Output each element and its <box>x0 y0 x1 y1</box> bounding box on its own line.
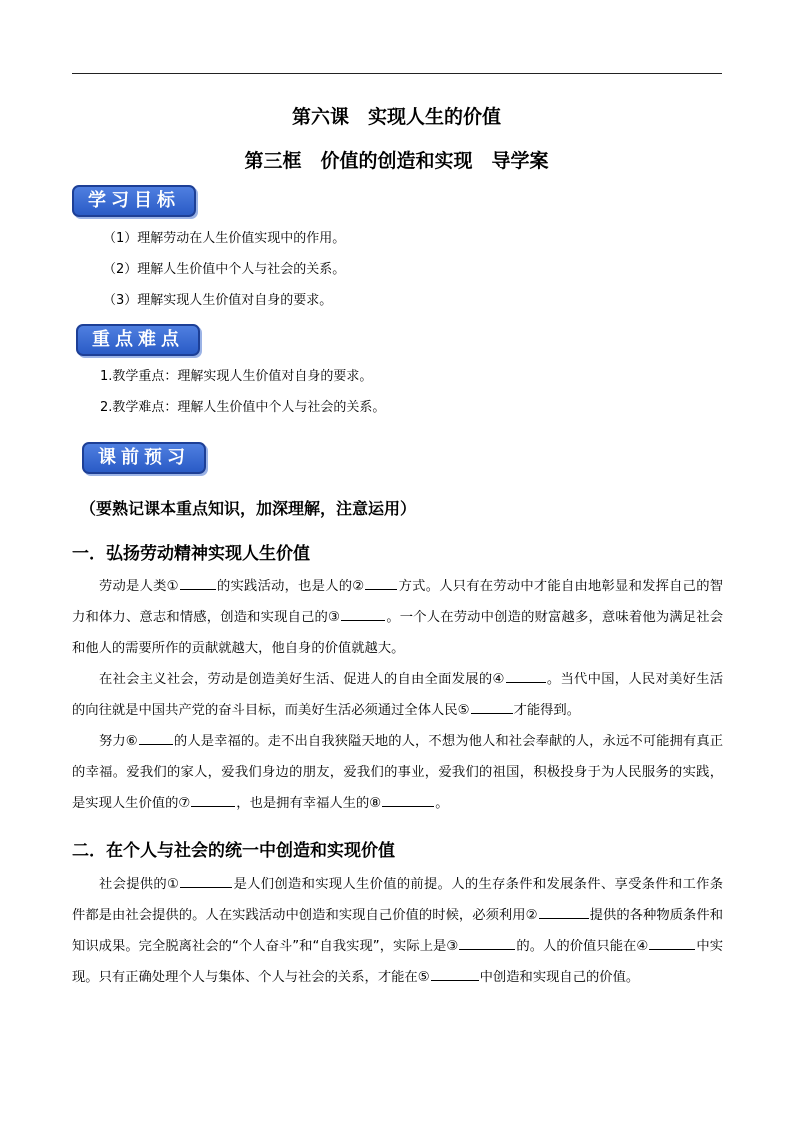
section1-paragraph: 劳动是人类① 的实践活动，也是人的② 方式。人只有在劳动中才能自由地彰显和发挥自己的智力和体力、意志和情感，创造和实现自己的③ 。一个人在劳动中创造的财富越多，意味着他为满足社会和他人的需要所作的贡献就越大，他自身的价值就越大。 <box>72 571 723 664</box>
fill-blank[interactable]: ⑥ <box>126 734 174 749</box>
fill-blank[interactable]: ④ <box>492 672 546 687</box>
preview-note: （要熟记课本重点知识，加深理解，注意运用） <box>80 499 417 518</box>
fill-blank[interactable]: ① <box>167 877 233 892</box>
header-rule <box>72 73 722 74</box>
objective-item: （1）理解劳动在人生价值实现中的作用。 <box>103 231 346 246</box>
objective-item: （2）理解人生价值中个人与社会的关系。 <box>103 262 346 277</box>
objectives-badge: 学习目标 <box>72 185 196 217</box>
fill-blank[interactable]: ③ <box>446 939 516 954</box>
section1-heading: 一．弘扬劳动精神实现人生价值 <box>72 544 310 564</box>
fill-blank[interactable]: ⑤ <box>458 703 514 718</box>
lesson-title: 第六课 实现人生的价值 <box>291 106 501 128</box>
section1-paragraph: 在社会主义社会，劳动是创造美好生活、促进人的自由全面发展的④ 。当代中国，人民对美好生活的向往就是中国共产党的奋斗目标，而美好生活必须通过全体人民⑤ 才能得到。 <box>72 664 723 726</box>
fill-blank[interactable]: ③ <box>328 610 386 625</box>
preview-badge: 课前预习 <box>82 442 206 474</box>
section1-paragraph: 努力⑥ 的人是幸福的。走不出自我狭隘天地的人，不想为他人和社会奉献的人，永远不可能拥有真正的幸福。爱我们的家人，爱我们身边的朋友，爱我们的事业，爱我们的祖国，积极投身于为人民服务的实践，是实现人生价值的⑦ ，也是拥有幸福人生的⑧ 。 <box>72 726 723 819</box>
fill-blank[interactable]: ② <box>352 579 398 594</box>
fill-blank[interactable]: ⑦ <box>178 796 236 811</box>
fill-blank[interactable]: ② <box>526 908 590 923</box>
section2-paragraph: 社会提供的① 是人们创造和实现人生价值的前提。人的生存条件和发展条件、享受条件和工作条件都是由社会提供的。人在实践活动中创造和实现自己价值的时候，必须利用② 提供的各种物质条件和知识成果。完全脱离社会的“个人奋斗”和“自我实现”，实际上是③ 的。人的价值只能在④ 中实现。只有正确处理个人与集体、个人与社会的关系，才能在⑤ 中创造和实现自己的价值。 <box>72 869 723 993</box>
key-point-item: 2.教学难点：理解人生价值中个人与社会的关系。 <box>100 400 386 415</box>
key-point-item: 1.教学重点：理解实现人生价值对自身的要求。 <box>100 369 373 384</box>
fill-blank[interactable]: ① <box>167 579 217 594</box>
lesson-subtitle: 第三框 价值的创造和实现 导学案 <box>244 150 549 172</box>
key-points-badge: 重点难点 <box>76 324 200 356</box>
section2-heading: 二．在个人与社会的统一中创造和实现价值 <box>72 841 395 861</box>
fill-blank[interactable]: ⑧ <box>369 796 435 811</box>
objective-item: （3）理解实现人生价值对自身的要求。 <box>103 293 333 308</box>
fill-blank[interactable]: ⑤ <box>418 970 480 985</box>
fill-blank[interactable]: ④ <box>636 939 696 954</box>
